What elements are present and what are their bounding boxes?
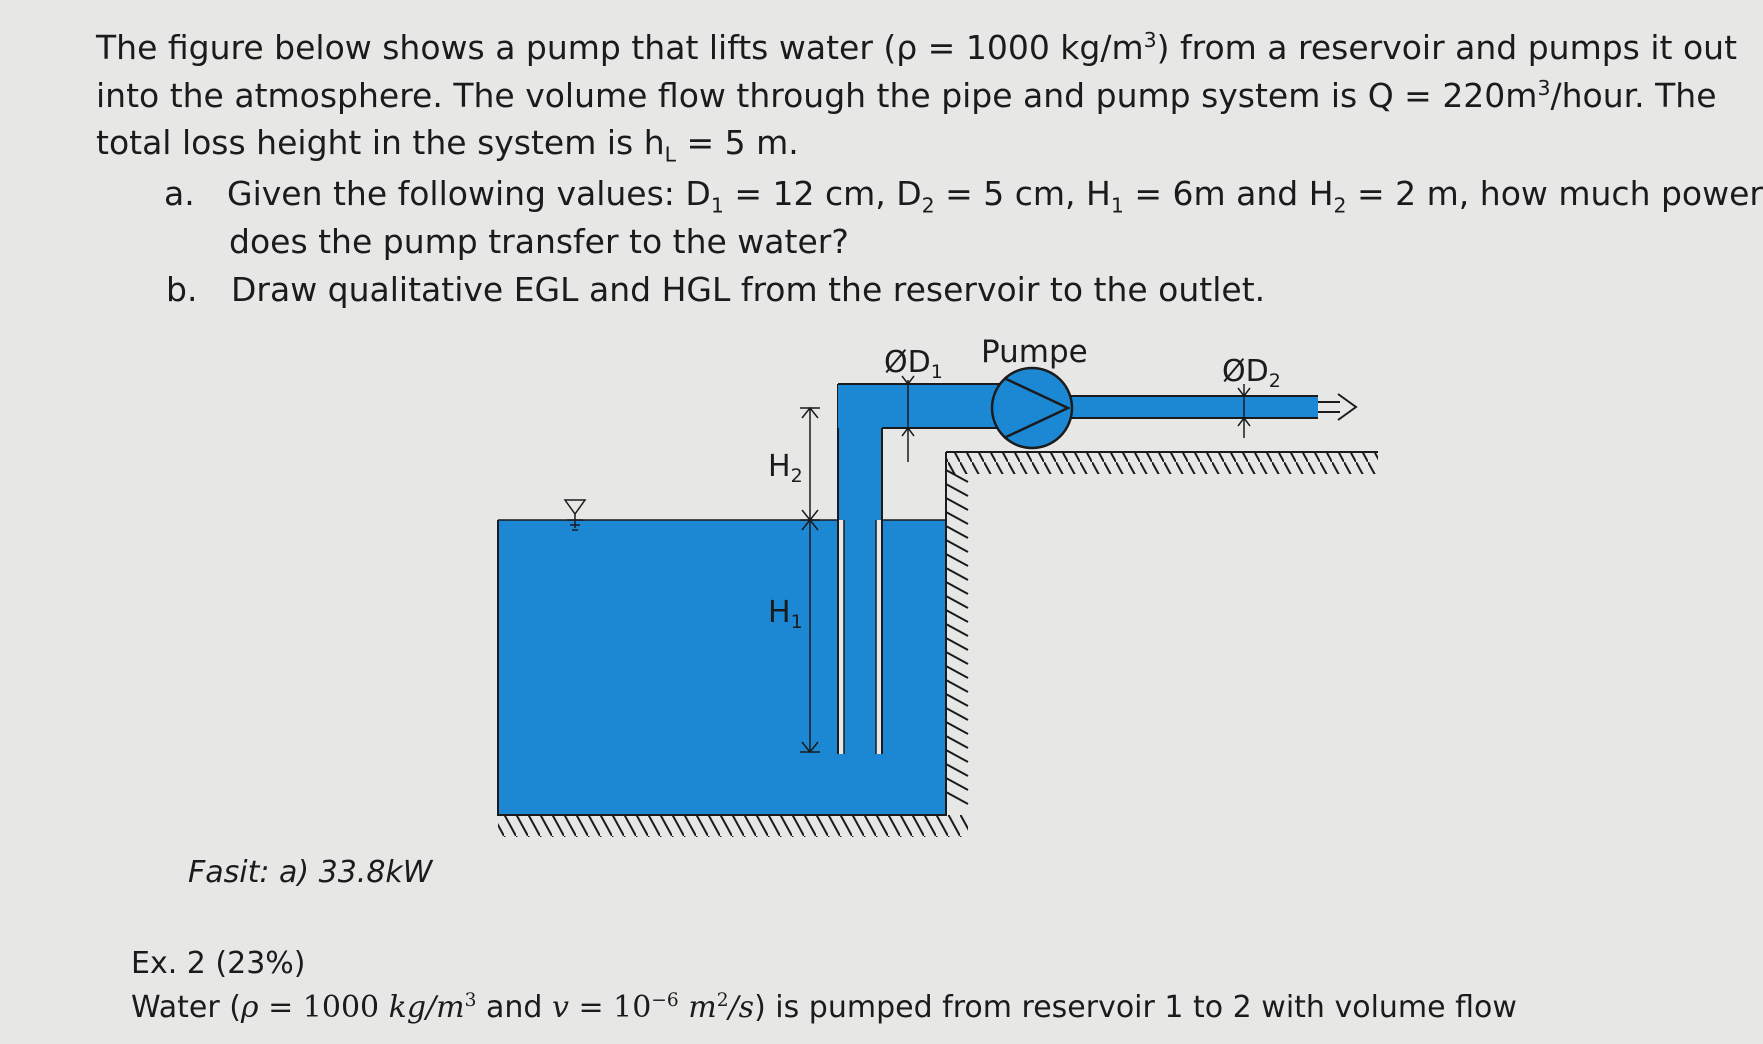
pump-label: Pumpe — [981, 334, 1088, 370]
intro-line-3: total loss height in the system is $h_L = 5$ m. — [96, 123, 799, 167]
pipe-d1 — [838, 384, 1008, 428]
item-b-line-1: Draw qualitative EGL and HGL from the reservoir to the outlet. — [231, 270, 1266, 309]
intro-line-1: The figure below shows a pump that lifts water (ρ = 1000 $kg/m^3$) from a reservoir and pumps it out — [96, 28, 1738, 67]
h2-label: $H_2$ — [768, 449, 803, 487]
ex2-heading: Ex. 2 (23%) — [131, 946, 306, 981]
pump-symbol — [992, 368, 1072, 448]
pipe-d2 — [1066, 396, 1318, 418]
intro-line-2: into the atmosphere. The volume flow through the pipe and pump system is $Q = 220m^3$/hour. The — [96, 76, 1717, 115]
item-a-line-2: does the pump transfer to the water? — [229, 222, 849, 261]
wall-hatching — [946, 470, 968, 804]
item-a-marker: a. — [164, 174, 195, 213]
answer-text: Fasit: a) 33.8kW — [188, 855, 433, 890]
outlet-arrow-icon — [1318, 394, 1356, 420]
item-a-line-1: Given the following values: $D_1 = 12$ cm, $D_2 = 5$ cm, $H_1 = 6m$ and $H_2 = 2$ m, how much power — [227, 174, 1763, 218]
d2-label: $ØD_2$ — [1222, 354, 1281, 392]
ex2-line-1: Water (ρ = 1000 $kg/m^3$ and $v = 10^{-6}$ $m^2/s$) is pumped from reservoir 1 to 2 with volume flow — [131, 990, 1517, 1025]
item-b-marker: b. — [166, 270, 198, 309]
h1-label: $H_1$ — [768, 595, 803, 633]
d1-label: $ØD_1$ — [884, 345, 943, 383]
